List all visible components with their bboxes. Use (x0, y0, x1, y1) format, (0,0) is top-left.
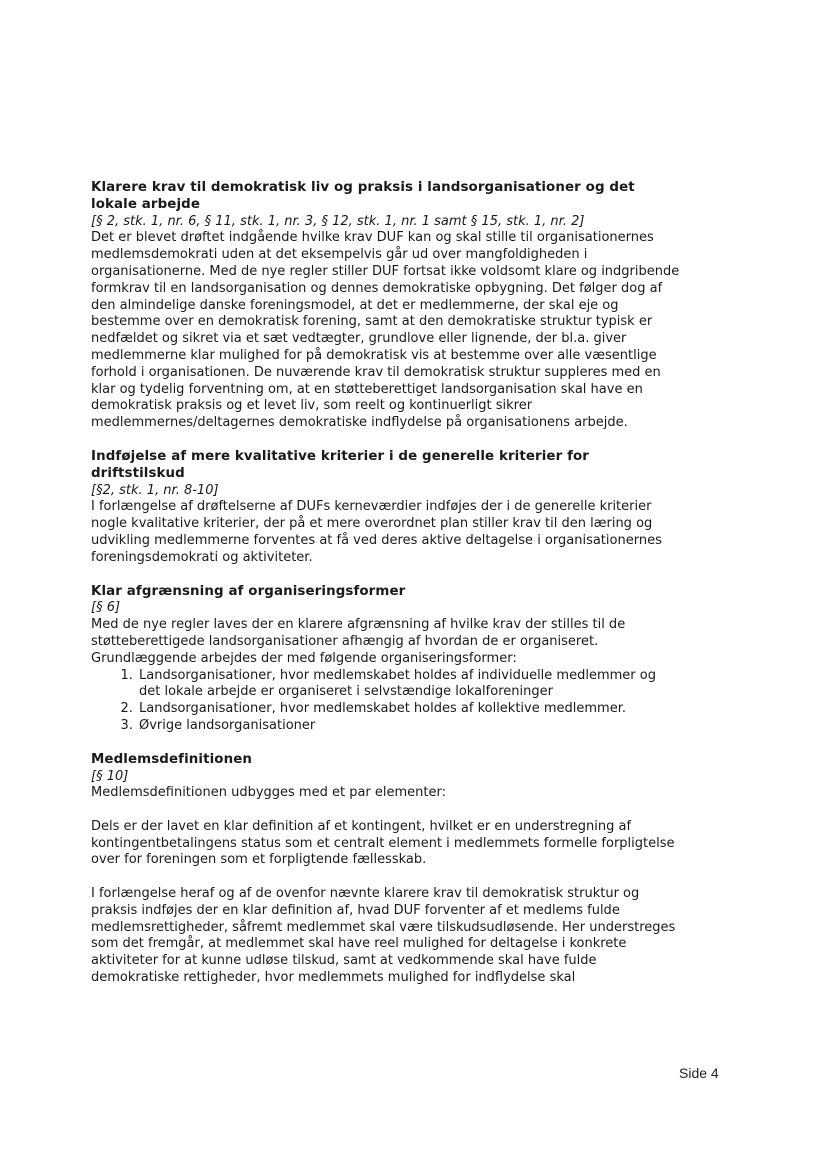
list-item: 3. Øvrige landsorganisationer (137, 718, 681, 735)
section-paragraph: Med de nye regler laves der en klarere afgrænsning af hvilke krav der stilles til de støtteberettigede landsorganisationer afhængig af hvordan de er organiseret. Grundlæggende arbejdes der med følgende organiseringsformer: (91, 617, 626, 666)
section-paragraph: Det er blevet drøftet indgående hvilke krav DUF kan og skal stille til organisationernes medlemsdemokrati uden at det eksempelvis går ud over mangfoldigheden i organisationerne. Med de nye regler stiller DUF fortsat ikke voldsomt klare og indgribende formkrav til en landsorganisation og dennes demokratiske opbygning. Det følger dog af den almindelige danske foreningsmodel, at det er medlemmerne, der skal eje og bestemme over en demokratisk forening, samt at den demokratiske struktur typisk er nedfældet og sikret via et sæt vedtægter, grundlove eller lignende, der bl.a. giver medlemmerne klar mulighed for på demokratisk vis at bestemme over alle væsentlige forhold i organisationen. De nuværende krav til demokratisk struktur suppleres med en klar og tydelig forventning om, at en støtteberettiget landsorganisation skal have en demokratisk praksis og et levet liv, som reelt og kontinuerligt sikrer medlemmernes/deltagernes demokratiske indflydelse på organisationens arbejde. (91, 230, 680, 431)
section-heading: Klar afgrænsning af organiseringsformer (91, 583, 406, 599)
list-item: 2. Landsorganisationer, hvor medlemskabet holdes af kollektive medlemmer. (137, 701, 681, 718)
document-body (91, 180, 681, 987)
list-item: 1. Landsorganisationer, hvor medlemskabet holdes af individuelle medlemmer og det lokale arbejde er organiseret i selvstændige lokalforeninger (137, 668, 681, 702)
section-reference: [§ 6] (91, 600, 121, 616)
organisation-forms-list (91, 668, 681, 735)
section-heading: Indføjelse af mere kvalitative kriterier i de generelle kriterier for driftstilskud (91, 448, 590, 481)
section-heading: Klarere krav til demokratisk liv og praksis i landsorganisationer og det lokale arbejde (91, 180, 635, 212)
section-paragraph: Dels er der lavet en klar definition af et kontingent, hvilket er en understregning af kontingentbetalingens status som et centralt element i medlemmets formelle forpligtelse over for foreningen som et forpligtende fællesskab. (91, 818, 675, 868)
section-paragraph: I forlængelse af drøftelserne af DUFs kerneværdier indføjes der i de generelle kriterier nogle kvalitative kriterier, der på et mere overordnet plan stiller krav til den læring og udvikling medlemmerne forventes at få ved deres aktive deltagelse i organisationernes foreningsdemokrati og aktiviteter. (91, 499, 662, 565)
section-heading: Medlemsdefinitionen (91, 751, 253, 767)
section-paragraph: I forlængelse heraf og af de ovenfor nævnte klarere krav til demokratisk struktur og praksis indføjes der en klar definition af, hvad DUF forventer af et medlems fulde medlemsrettigheder, såfremt medlemmet skal være tilskudsudløsende. Her understreges som det fremgår, at medlemmet skal have reel mulighed for deltagelse i konkrete aktiviteter for at kunne udløse tilskud, samt at vedkommende skal have fulde demokratiske rettigheder, hvor medlemmets mulighed for indflydelse skal (91, 886, 676, 986)
section-reference: [§ 2, stk. 1, nr. 6, § 11, stk. 1, nr. 3, § 12, stk. 1, nr. 1 samt § 15, stk. 1, nr. 2] (91, 213, 585, 229)
section-reference: [§2, stk. 1, nr. 8-10] (91, 482, 219, 498)
section-qualitative-criteria (91, 449, 681, 567)
section-member-definition (91, 752, 681, 987)
section-paragraph: Medlemsdefinitionen udbygges med et par elementer: (91, 785, 446, 801)
section-reference: [§ 10] (91, 768, 129, 784)
section-organisation-forms (91, 584, 681, 735)
page-number: Side 4 (679, 1065, 719, 1081)
section-democratic-requirements (91, 180, 681, 432)
